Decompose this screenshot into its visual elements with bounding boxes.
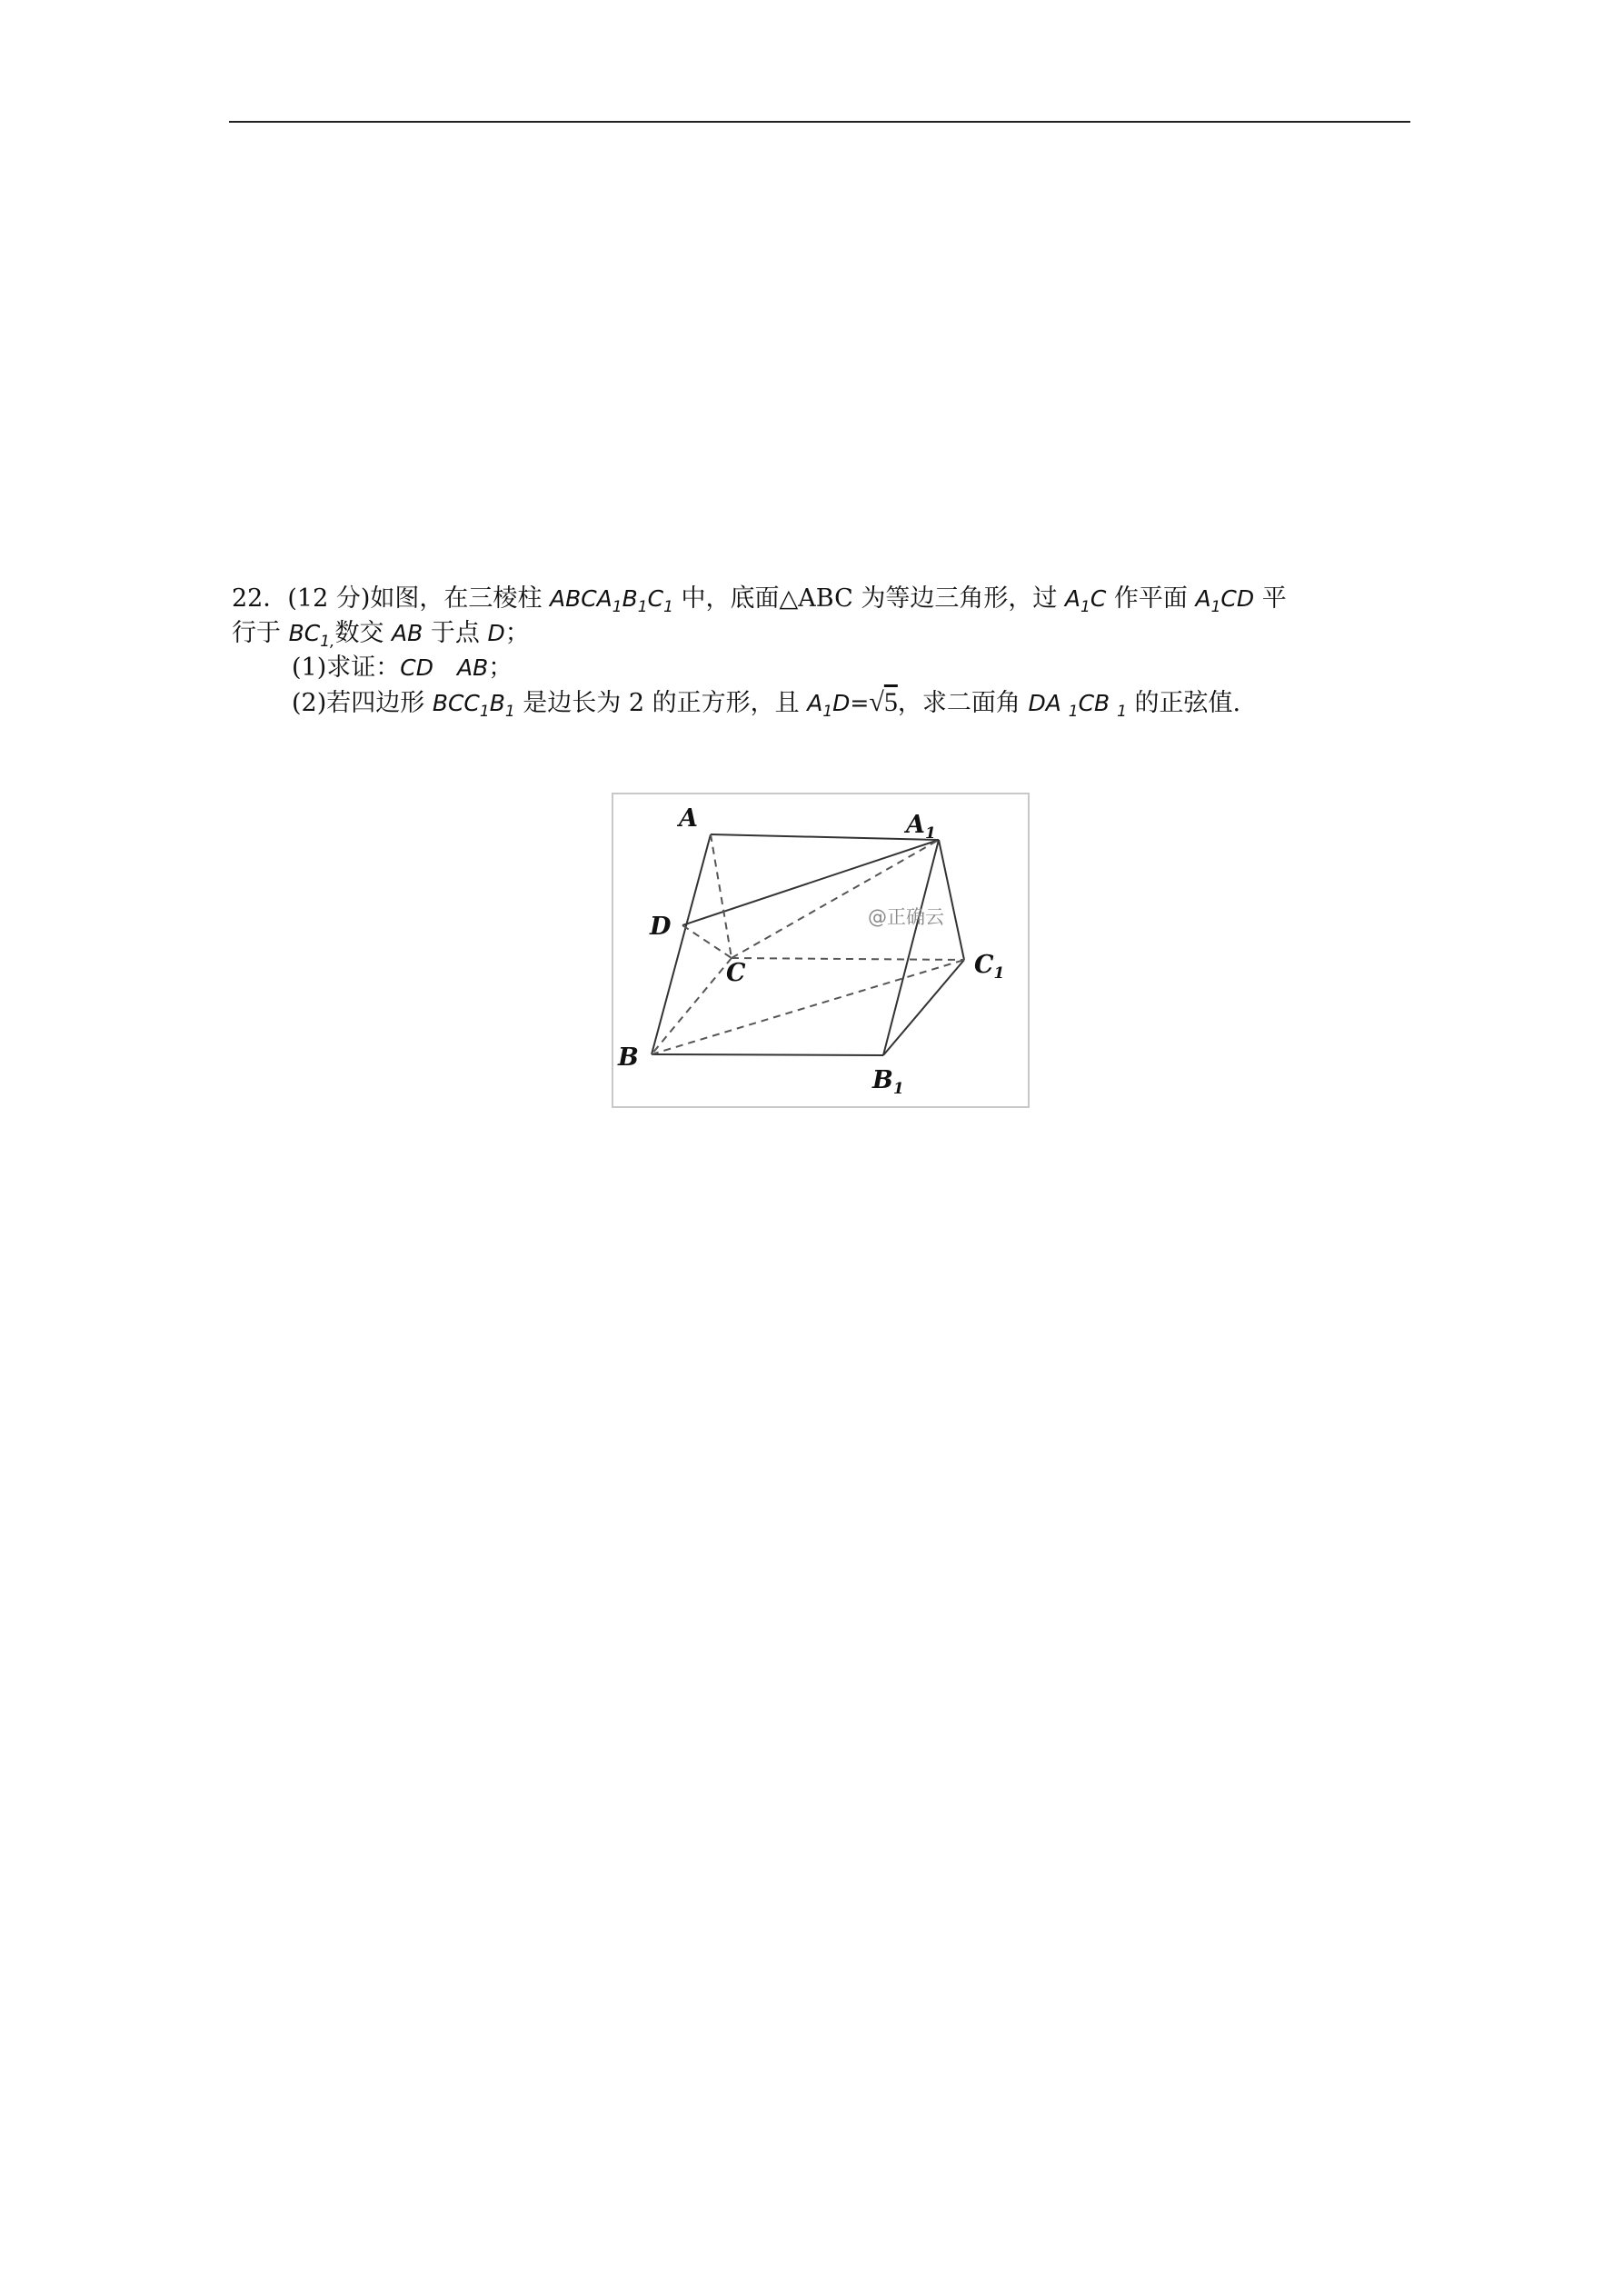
part-2-label: (2)若四边形 bbox=[292, 689, 433, 717]
header-rule bbox=[229, 121, 1410, 123]
segment-a1d: $A_1D=$ bbox=[807, 690, 870, 721]
text: ； bbox=[488, 654, 513, 682]
edge-a-a1 bbox=[711, 834, 939, 840]
text: ，求二面角 bbox=[897, 689, 1029, 717]
label-b: B bbox=[618, 1043, 639, 1072]
text: 行于 bbox=[232, 619, 289, 647]
edge-a-c bbox=[711, 834, 732, 958]
edge-b-b1 bbox=[652, 1054, 883, 1055]
text: 中，底面△ABC 为等边三角形，过 bbox=[672, 584, 1065, 613]
problem-score: (12 分) bbox=[287, 584, 371, 613]
dihedral-angle: DA $_1$CB $_1$ bbox=[1028, 690, 1127, 721]
label-c1: $C_1$ bbox=[974, 951, 1005, 983]
prism-figure bbox=[612, 793, 1030, 1108]
label-a1: $A_1$ bbox=[906, 811, 936, 843]
part-2 bbox=[232, 685, 1413, 721]
edge-d-c bbox=[682, 925, 732, 958]
problem-22 bbox=[232, 582, 1413, 721]
label-c: C bbox=[726, 959, 746, 987]
label-d: D bbox=[650, 913, 672, 941]
quad-bcc1b1: $BCC_1B_1$ bbox=[432, 690, 515, 721]
plane-a1cd: $A_1CD$ bbox=[1195, 585, 1255, 616]
sqrt-5: √5 bbox=[869, 687, 898, 717]
edge-a1-c1 bbox=[939, 840, 964, 960]
prism-diagram bbox=[613, 794, 1028, 1106]
part-1 bbox=[232, 651, 1413, 685]
text: 的正弦值. bbox=[1126, 689, 1241, 717]
label-a: A bbox=[679, 804, 698, 833]
text: ； bbox=[504, 619, 530, 647]
label-b1: $B_1$ bbox=[872, 1066, 904, 1098]
text: 于点 bbox=[423, 619, 488, 647]
point-d: D bbox=[487, 620, 505, 646]
problem-line-2 bbox=[232, 616, 1413, 651]
segment-cd: CD bbox=[400, 654, 433, 681]
edge-a-b bbox=[652, 834, 711, 1054]
edge-b-c1 bbox=[652, 960, 964, 1054]
segment-ab: AB bbox=[456, 654, 489, 681]
segment-bc1: $BC_{1,}$ bbox=[288, 620, 335, 651]
edge-a1c: $A_1C$ bbox=[1064, 585, 1107, 616]
text: 作平面 bbox=[1106, 584, 1196, 613]
edge-c-c1 bbox=[732, 958, 964, 960]
watermark: @正确云 bbox=[868, 906, 944, 928]
part-1-label: (1)求证： bbox=[292, 654, 401, 682]
text: 如图，在三棱柱 bbox=[370, 584, 550, 613]
problem-number: 22． bbox=[232, 584, 288, 613]
text: 是边长为 2 的正方形，且 bbox=[514, 689, 808, 717]
problem-line-1 bbox=[232, 582, 1413, 616]
prism-name: $ABCA_1B_1C_1$ bbox=[549, 585, 673, 616]
text: 数交 bbox=[334, 619, 393, 647]
text: 平 bbox=[1254, 584, 1287, 613]
segment-ab: AB bbox=[392, 620, 423, 646]
edge-c-b bbox=[652, 958, 732, 1054]
